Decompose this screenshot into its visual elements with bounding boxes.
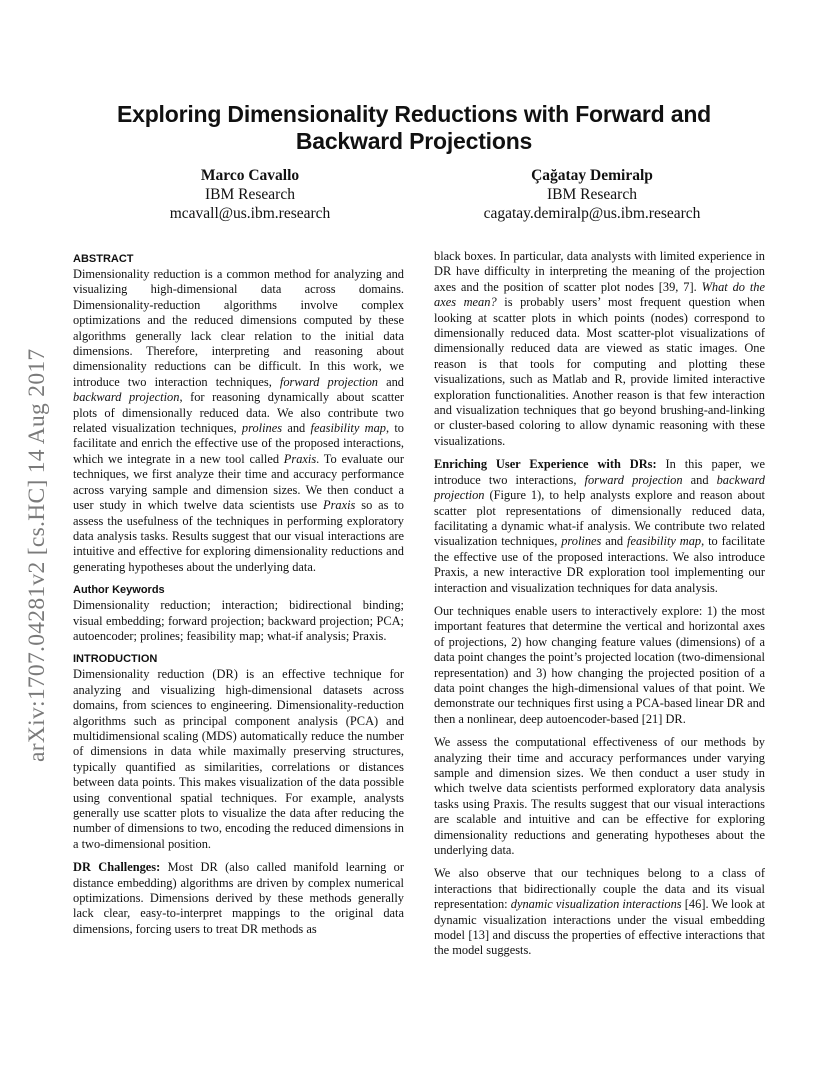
author-affiliation: IBM Research xyxy=(205,186,295,203)
introduction-paragraph-1: Dimensionality reduction (DR) is an effective technique for analyzing and visualizing high-dimensional datasets across domains, from sciences to engineering. Dimensionality-reduction algorithms such as principal component analysis (PCA) and multidimensional scaling (MDS) automatically reduce the number of dimensions in data while maximally preserving structures, typically quantified as similarities, correlations or distances between data points. This makes visualization of the data possible using conventional spatial techniques. For example, analysts generally use scatter plots to visualize the data after reducing the number of dimensions to two, encoding the reduced dimensions in a two-dimensional position. xyxy=(73,667,404,851)
body-paragraph-2: Enriching User Experience with DRs: In this paper, we introduce two interactions, forward projection and backward projection (Figure 1), to help analysts explore and reason about scatter plot representations of dimensionally reduced data, facilitating a dynamic what-if analysis. We contribute two related visualization techniques, prolines and feasibility map, to facilitate the effective use of the proposed interactions. We also introduce Praxis, a new interactive DR exploration tool implementing our interaction and visualization techniques for data analysis. xyxy=(434,457,766,595)
abstract-heading: ABSTRACT xyxy=(73,253,134,265)
author-block-1 xyxy=(150,166,350,223)
body-paragraph-4: We assess the computational effectiveness of our methods by analyzing their time and accuracy performances under varying sample and dimension sizes. We then conduct a user study in which twelve data scientists performed exploratory data analysis tasks using Praxis. The results suggest that our visual interactions are scalable and intuitive and can be effective for exploring dimensionality reductions and generating hypotheses about the underlying data. xyxy=(434,735,765,858)
author-name: Marco Cavallo xyxy=(200,167,300,184)
arxiv-identifier: arXiv:1707.04281v2 [cs.HC] 14 Aug 2017 xyxy=(24,348,50,762)
left-column xyxy=(73,252,404,937)
author-name: Çağatay Demiralp xyxy=(531,167,653,184)
author-email: cagatay.demiralp@us.ibm.research xyxy=(483,205,701,222)
author-email: mcavall@us.ibm.research xyxy=(169,205,331,222)
body-paragraph-3: Our techniques enable users to interactively explore: 1) the most important features that determine the vertical and horizontal axes of projections, 2) how changing feature values (dimensions) of a data point changes the point’s projected location (two-dimensional representation) and 3) how changing the projected position of a data point changes the high-dimensional values of that point. We demonstrate our techniques first using a PCA-based linear DR and then a nonlinear, deep autoencoder-based [21] DR. xyxy=(434,603,765,726)
keywords-heading: Author Keywords xyxy=(73,584,165,597)
paper-title: Exploring Dimensionality Reductions with Forward and Backward Projections xyxy=(116,101,712,154)
introduction-heading: INTRODUCTION xyxy=(73,653,158,666)
keywords-text: Dimensionality reduction; interaction; bidirectional binding; visual embedding; forward projection; backward projection; PCA; autoencoder; prolines; feasibility map; what-if analysis; Praxis. xyxy=(73,598,404,643)
right-column xyxy=(434,249,765,959)
introduction-paragraph-2: DR Challenges: Most DR (also called manifold learning or distance embedding) algorithms are driven by complex numerical optimizations. Dimensions derived by these methods generally lack clear, easy-to-interpret mappings to the original data dimensions, forcing users to treat DR methods as xyxy=(73,860,404,936)
body-paragraph-5: We also observe that our techniques belong to a class of interactions that bidirectionally couple the data and its visual representation: dynamic visualization interactions [46]. We look at dynamic visualization interactions under the visual embedding model [13] and discuss the properties of effective interactions that the model suggests. xyxy=(434,866,765,958)
author-affiliation: IBM Research xyxy=(547,186,637,203)
abstract-text: Dimensionality reduction is a common method for analyzing and visualizing high-dimensional data across domains. Dimensionality-reduction algorithms involve complex optimizations and the reduced dimensions computed by these algorithms generally lack clear relation to the initial data dimensions. Therefore, interpreting and reasoning about dimensionality reductions can be difficult. In this work, we introduce two interaction techniques, forward projection and backward projection, for reasoning dynamically about scatter plots of dimensionally reduced data. We also contribute two related visualization techniques, prolines and feasibility map, to facilitate and enrich the effective use of the proposed interactions, which we integrate in a new tool called Praxis. To evaluate our techniques, we first analyze their time and accuracy performance across varying sample and dimension sizes. We then conduct a user study in which twelve data scientists use Praxis so as to assess the usefulness of the techniques in performing exploratory data analysis tasks. Results suggest that our visual interactions are intuitive and effective for exploring dimensionality reductions and generating hypotheses about the underlying data. xyxy=(73,267,404,574)
body-paragraph-1: black boxes. In particular, data analysts with limited experience in DR have difficulty in interpreting the meaning of the projection axes and the position of scatter plot nodes [39, 7]. What do the axes mean? is probably users’ most frequent question when looking at scatter plots in which points (nodes) correspond to dimensionally reduced data. Most scatter-plot visualizations of dimensionally reduced data are viewed as static images. One reason is that tools for computing and plotting these visualizations, such as Matlab and R, provide limited interactive exploration functionalities. Another reason is that few interaction and visualization techniques that go beyond brushing-and-linking or cluster-based coloring to allow dynamic reasoning with these visualizations. xyxy=(434,249,765,448)
author-block-2 xyxy=(452,166,732,223)
